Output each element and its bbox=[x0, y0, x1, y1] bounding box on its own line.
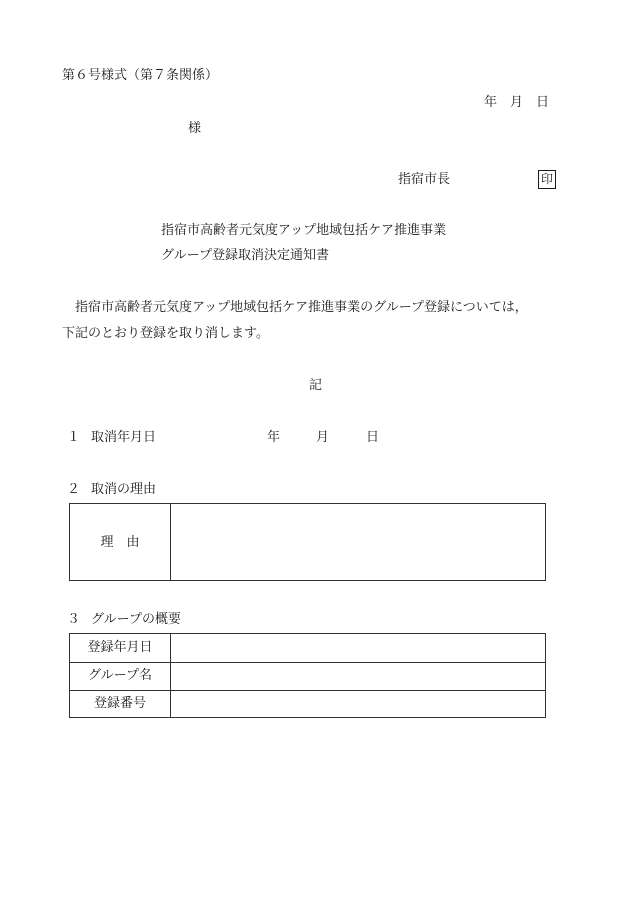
item1-day: 日 bbox=[366, 430, 380, 445]
document-title-line1: 指宿市高齢者元気度アップ地域包括ケア推進事業 bbox=[161, 223, 447, 238]
seal-mark: 印 bbox=[538, 170, 556, 189]
body-line2: 下記のとおり登録を取り消します。 bbox=[62, 326, 269, 341]
group-summary-table bbox=[69, 633, 546, 718]
group-name-label: グループ名 bbox=[88, 668, 152, 683]
item1-year: 年 bbox=[267, 430, 281, 445]
item3-label: グループの概要 bbox=[91, 612, 181, 627]
addressee-honorific: 様 bbox=[188, 121, 202, 136]
body-line1: 指宿市高齢者元気度アップ地域包括ケア推進事業のグループ登録については， bbox=[75, 300, 528, 315]
row-divider bbox=[70, 690, 545, 691]
form-number: 第６号様式（第７条関係） bbox=[62, 68, 219, 83]
date-placeholder: 年 月 日 bbox=[484, 95, 550, 110]
issuer-name: 指宿市長 bbox=[398, 172, 451, 187]
item1-label: 取消年月日 bbox=[91, 430, 157, 445]
reason-table bbox=[69, 503, 546, 581]
item2-label: 取消の理由 bbox=[91, 482, 157, 497]
reason-label: 理 由 bbox=[100, 535, 140, 550]
reason-divider bbox=[170, 504, 171, 580]
registration-number-label: 登録番号 bbox=[93, 696, 146, 711]
item2-number: ２ bbox=[67, 482, 81, 497]
item1-number: １ bbox=[67, 430, 81, 445]
group-table-divider bbox=[170, 634, 171, 717]
item1-month: 月 bbox=[316, 430, 330, 445]
registration-date-label: 登録年月日 bbox=[87, 640, 153, 655]
row-divider bbox=[70, 662, 545, 663]
document-title-line2: グループ登録取消決定通知書 bbox=[161, 248, 329, 263]
ki-heading: 記 bbox=[309, 378, 323, 393]
item3-number: ３ bbox=[67, 612, 81, 627]
